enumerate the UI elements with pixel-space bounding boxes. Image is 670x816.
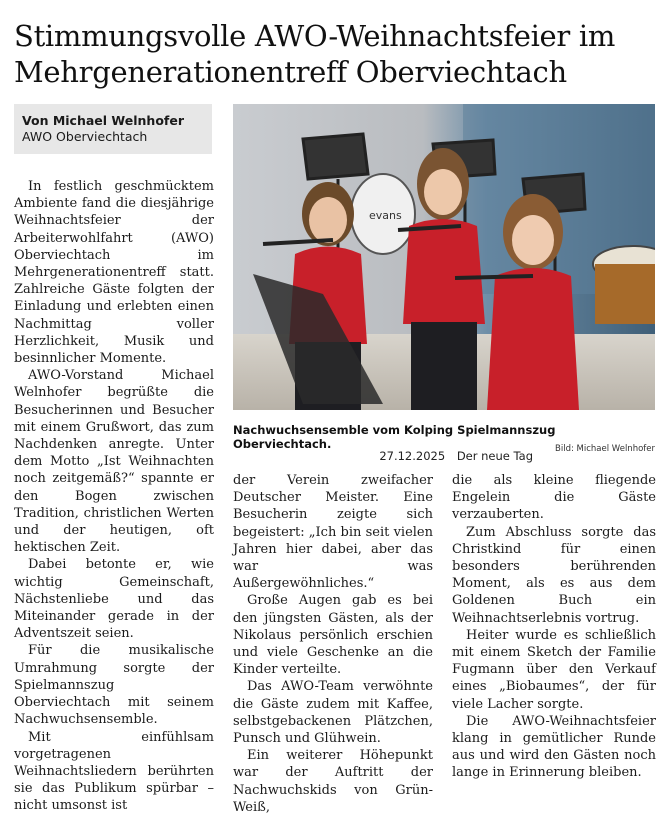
paragraph: AWO-Vorstand Michael Welnhofer begrüßte die Besucherinnen und Besucher mit einem Grußwort, das zum Nachdenken anregte. Unter dem Motto „Ist Weihnachten noch zeitgemäß?“ spannte er den Bogen zwischen Tradition, christlichen Werten und der heutigen, oft hektischen Zeit.: [14, 368, 214, 556]
photo-caption: Nachwuchsensemble vom Kolping Spielmannszug Oberviechtach.: [233, 423, 556, 451]
paragraph: Das AWO-Team verwöhnte die Gäste zudem mit Kaffee, selbstgebackenen Plätzchen, Punsch und Glühwein.: [233, 679, 433, 747]
paragraph: Große Augen gab es bei den jüngsten Gästen, als der Nikolaus persönlich erschien und viele Geschenke an die Kinder verteilte.: [233, 593, 433, 678]
photo-illustration: [233, 104, 655, 410]
drum-label: evans: [369, 209, 402, 222]
paragraph: Ein weiterer Höhepunkt war der Auftritt der Nachwuchskids von Grün-Weiß,: [233, 748, 433, 815]
article-photo: [233, 104, 655, 410]
photo-credit: Bild: Michael Welnhofer: [555, 444, 655, 454]
paragraph: Dabei betonte er, wie wichtig Gemeinschaft, Nächstenliebe und das Miteinander gerade in der Adventszeit seien.: [14, 557, 214, 642]
timpani-drum: [593, 246, 655, 324]
author-organization: AWO Oberviechtach: [22, 129, 148, 144]
author-box: [14, 104, 212, 154]
article-column-3: [452, 472, 656, 782]
article-column-1: [14, 178, 214, 815]
paragraph: Für die musikalische Umrahmung sorgte der Spielmannszug Oberviechtach mit seinem Nachwuchsensemble.: [14, 643, 214, 728]
article-headline: [14, 18, 654, 90]
paragraph: der Verein zweifacher Deutscher Meister. Eine Besucherin zeigte sich begeistert: „Ich bin seit vielen Jahren hier dabei, aber das war was Außergewöhnliches.“: [233, 473, 433, 592]
author-name: Von Michael Welnhofer: [22, 113, 184, 128]
paragraph: Die AWO-Weihnachtsfeier klang in gemütlicher Runde aus und wird den Gästen noch lange in Erinnerung bleiben.: [452, 713, 656, 781]
headline-line-1: Stimmungsvolle AWO-Weihnachtsfeier im: [14, 19, 616, 53]
paragraph: die als kleine fliegende Engelein die Gäste verzauberten.: [452, 473, 656, 523]
publication-source: Der neue Tag: [456, 449, 533, 463]
paragraph: Heiter wurde es schließlich mit einem Sketch der Familie Fugmann über den Verkauf eines „Biobaumes“, der für viele Lacher sorgte.: [452, 627, 656, 712]
dateline: [233, 449, 533, 463]
paragraph: Zum Abschluss sorgte das Christkind für einen besonders berührenden Moment, als es aus dem Goldenen Buch ein Weihnachtserlebnis vortrug.: [452, 524, 656, 626]
paragraph: In festlich geschmücktem Ambiente fand die diesjährige Weihnachtsfeier der Arbeiterwohlfahrt (AWO) Oberviechtach im Mehrgenerationentreff statt. Zahlreiche Gäste folgten der Einladung und erlebten einen Nachmittag voller Herzlichkeit, Musik und besinnlicher Momente.: [14, 179, 214, 367]
article-column-2: [233, 472, 433, 816]
snare-drum: [351, 174, 415, 254]
headline-line-2: Mehrgenerationentreff Oberviechtach: [14, 55, 567, 89]
publication-date: 27.12.2025: [379, 449, 446, 463]
paragraph: Mit einfühlsam vorgetragenen Weihnachtsliedern berührten sie das Publikum spürbar – nicht umsonst ist: [14, 729, 214, 814]
